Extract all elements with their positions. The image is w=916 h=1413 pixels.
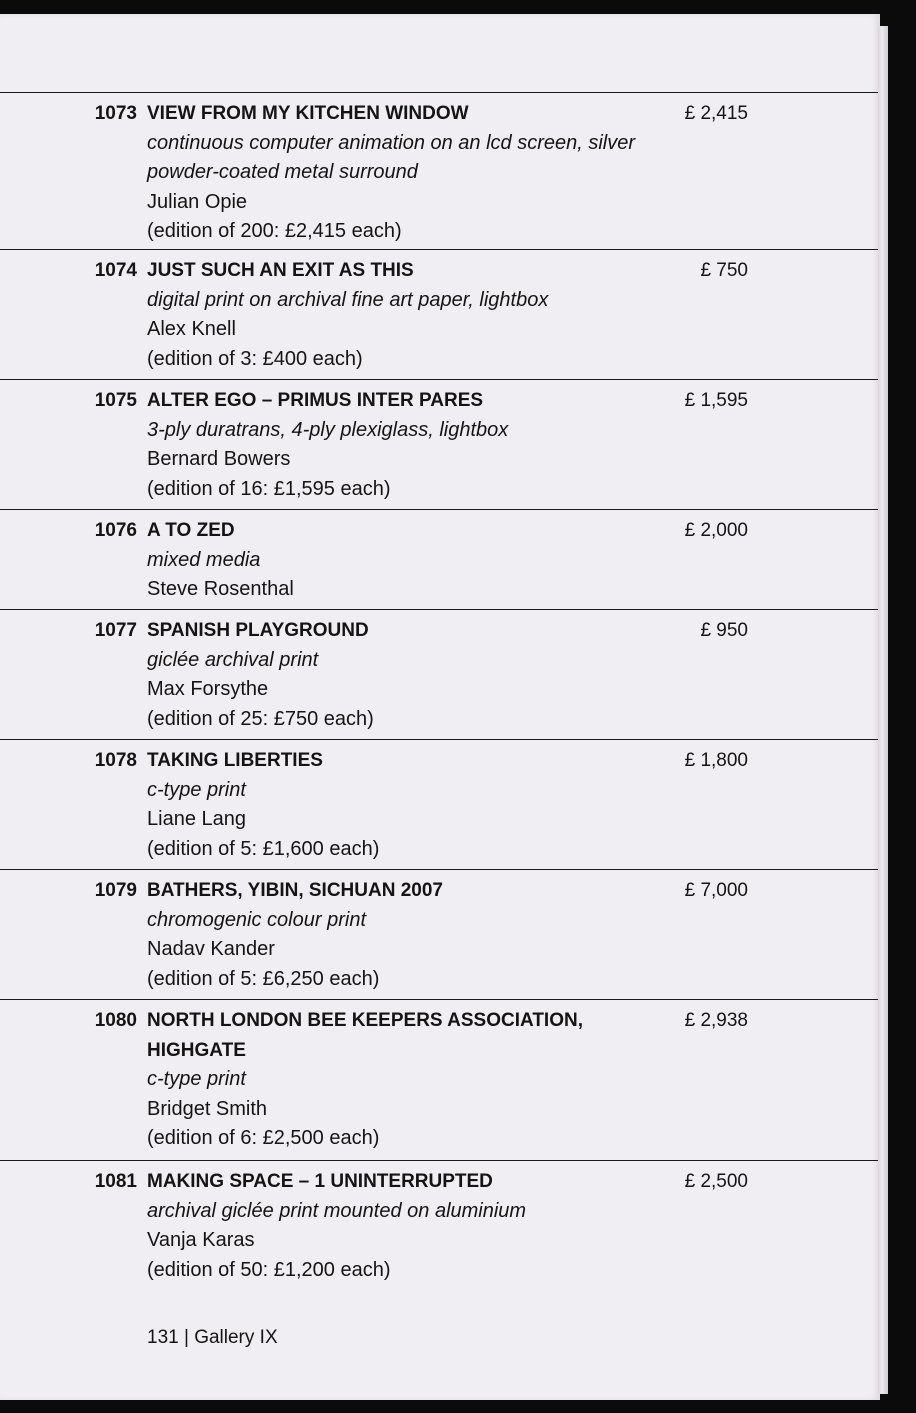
- artwork-title: TAKING LIBERTIES: [147, 750, 323, 771]
- edition-info: (edition of 200: £2,415 each): [147, 220, 402, 242]
- artist-name: Bernard Bowers: [147, 448, 291, 470]
- price: £ 1,595: [684, 390, 748, 411]
- edition-info: (edition of 3: £400 each): [147, 347, 363, 370]
- lot-number: 1075: [94, 390, 137, 411]
- artwork-title: ALTER EGO – PRIMUS INTER PARES: [147, 390, 484, 411]
- entry-body: [147, 746, 677, 864]
- artist-name: Vanja Karas: [147, 1229, 255, 1251]
- edition-info: (edition of 16: £1,595 each): [147, 477, 391, 500]
- catalogue-entry: [0, 379, 880, 500]
- price: £ 1,800: [684, 750, 748, 771]
- artwork-medium: mixed media: [147, 548, 261, 571]
- artwork-medium: 3-ply duratrans, 4-ply plexiglass, lightbox: [147, 418, 509, 441]
- entry-body: [147, 516, 677, 605]
- artwork-title: BATHERS, YIBIN, SICHUAN 2007: [147, 880, 443, 901]
- lot-number: 1073: [94, 103, 137, 124]
- artwork-medium: c-type print: [147, 1068, 246, 1090]
- price: £ 2,000: [684, 520, 748, 541]
- page-footer: [147, 1327, 278, 1349]
- lot-number: 1074: [94, 260, 137, 281]
- catalogue-entry: [0, 739, 880, 860]
- footer-separator: |: [183, 1327, 189, 1348]
- catalogue-entry: [0, 1160, 880, 1281]
- artist-name: Alex Knell: [147, 318, 236, 340]
- edition-info: (edition of 5: £1,600 each): [147, 837, 380, 860]
- catalogue-entry: [0, 869, 880, 990]
- artwork-medium: giclée archival print: [147, 648, 319, 671]
- entry-body: [147, 1167, 677, 1285]
- artwork-medium: digital print on archival fine art paper, lightbox: [147, 288, 549, 311]
- lot-number: 1080: [94, 1010, 137, 1031]
- entry-body: [147, 876, 677, 994]
- catalogue-entry: [0, 249, 880, 370]
- entry-body: [147, 99, 677, 247]
- price: £ 950: [700, 620, 748, 641]
- lot-number: 1081: [94, 1171, 137, 1192]
- entry-body: [147, 386, 677, 504]
- edition-info: (edition of 50: £1,200 each): [147, 1258, 391, 1281]
- edition-info: (edition of 25: £750 each): [147, 707, 374, 730]
- catalogue-entry: [0, 609, 880, 730]
- catalogue-entry: [0, 509, 880, 600]
- lot-number: 1079: [94, 880, 137, 901]
- artist-name: Julian Opie: [147, 190, 248, 213]
- artwork-medium: archival giclée print mounted on aluminium: [147, 1199, 527, 1222]
- page-number: 131: [147, 1327, 179, 1348]
- artwork-medium: c-type print: [147, 778, 246, 801]
- artist-name: Max Forsythe: [147, 678, 269, 700]
- artwork-title: NORTH LONDON BEE KEEPERS ASSOCIATION, HIGHGATE: [147, 1010, 583, 1061]
- edition-info: (edition of 5: £6,250 each): [147, 967, 380, 990]
- catalogue-page: [0, 14, 880, 1400]
- catalogue-entry: [0, 92, 880, 242]
- artist-name: Steve Rosenthal: [147, 578, 294, 600]
- artwork-title: JUST SUCH AN EXIT AS THIS: [147, 260, 414, 281]
- artist-name: Liane Lang: [147, 808, 246, 830]
- price: £ 750: [700, 260, 748, 281]
- artwork-title: VIEW FROM MY KITCHEN WINDOW: [147, 103, 469, 124]
- artwork-title: SPANISH PLAYGROUND: [147, 620, 369, 641]
- artwork-medium: chromogenic colour print: [147, 908, 366, 931]
- artwork-title: MAKING SPACE – 1 UNINTERRUPTED: [147, 1171, 493, 1192]
- lot-number: 1077: [94, 620, 137, 641]
- artwork-title: A TO ZED: [147, 520, 235, 541]
- lot-number: 1078: [94, 750, 137, 771]
- entry-body: [147, 616, 677, 734]
- lot-number: 1076: [94, 520, 137, 541]
- price: £ 2,500: [684, 1171, 748, 1192]
- catalogue-entry: [0, 999, 880, 1149]
- price: £ 2,938: [684, 1010, 748, 1031]
- price: £ 2,415: [684, 103, 748, 124]
- edition-info: (edition of 6: £2,500 each): [147, 1127, 380, 1149]
- section-name: Gallery IX: [194, 1327, 278, 1348]
- page-edge: [878, 26, 888, 1394]
- artwork-medium: continuous computer animation on an lcd screen, silver powder-coated metal surround: [147, 131, 636, 183]
- entry-body: [147, 1006, 677, 1154]
- price: £ 7,000: [684, 880, 748, 901]
- entry-body: [147, 256, 677, 374]
- artist-name: Nadav Kander: [147, 938, 275, 960]
- artist-name: Bridget Smith: [147, 1097, 268, 1120]
